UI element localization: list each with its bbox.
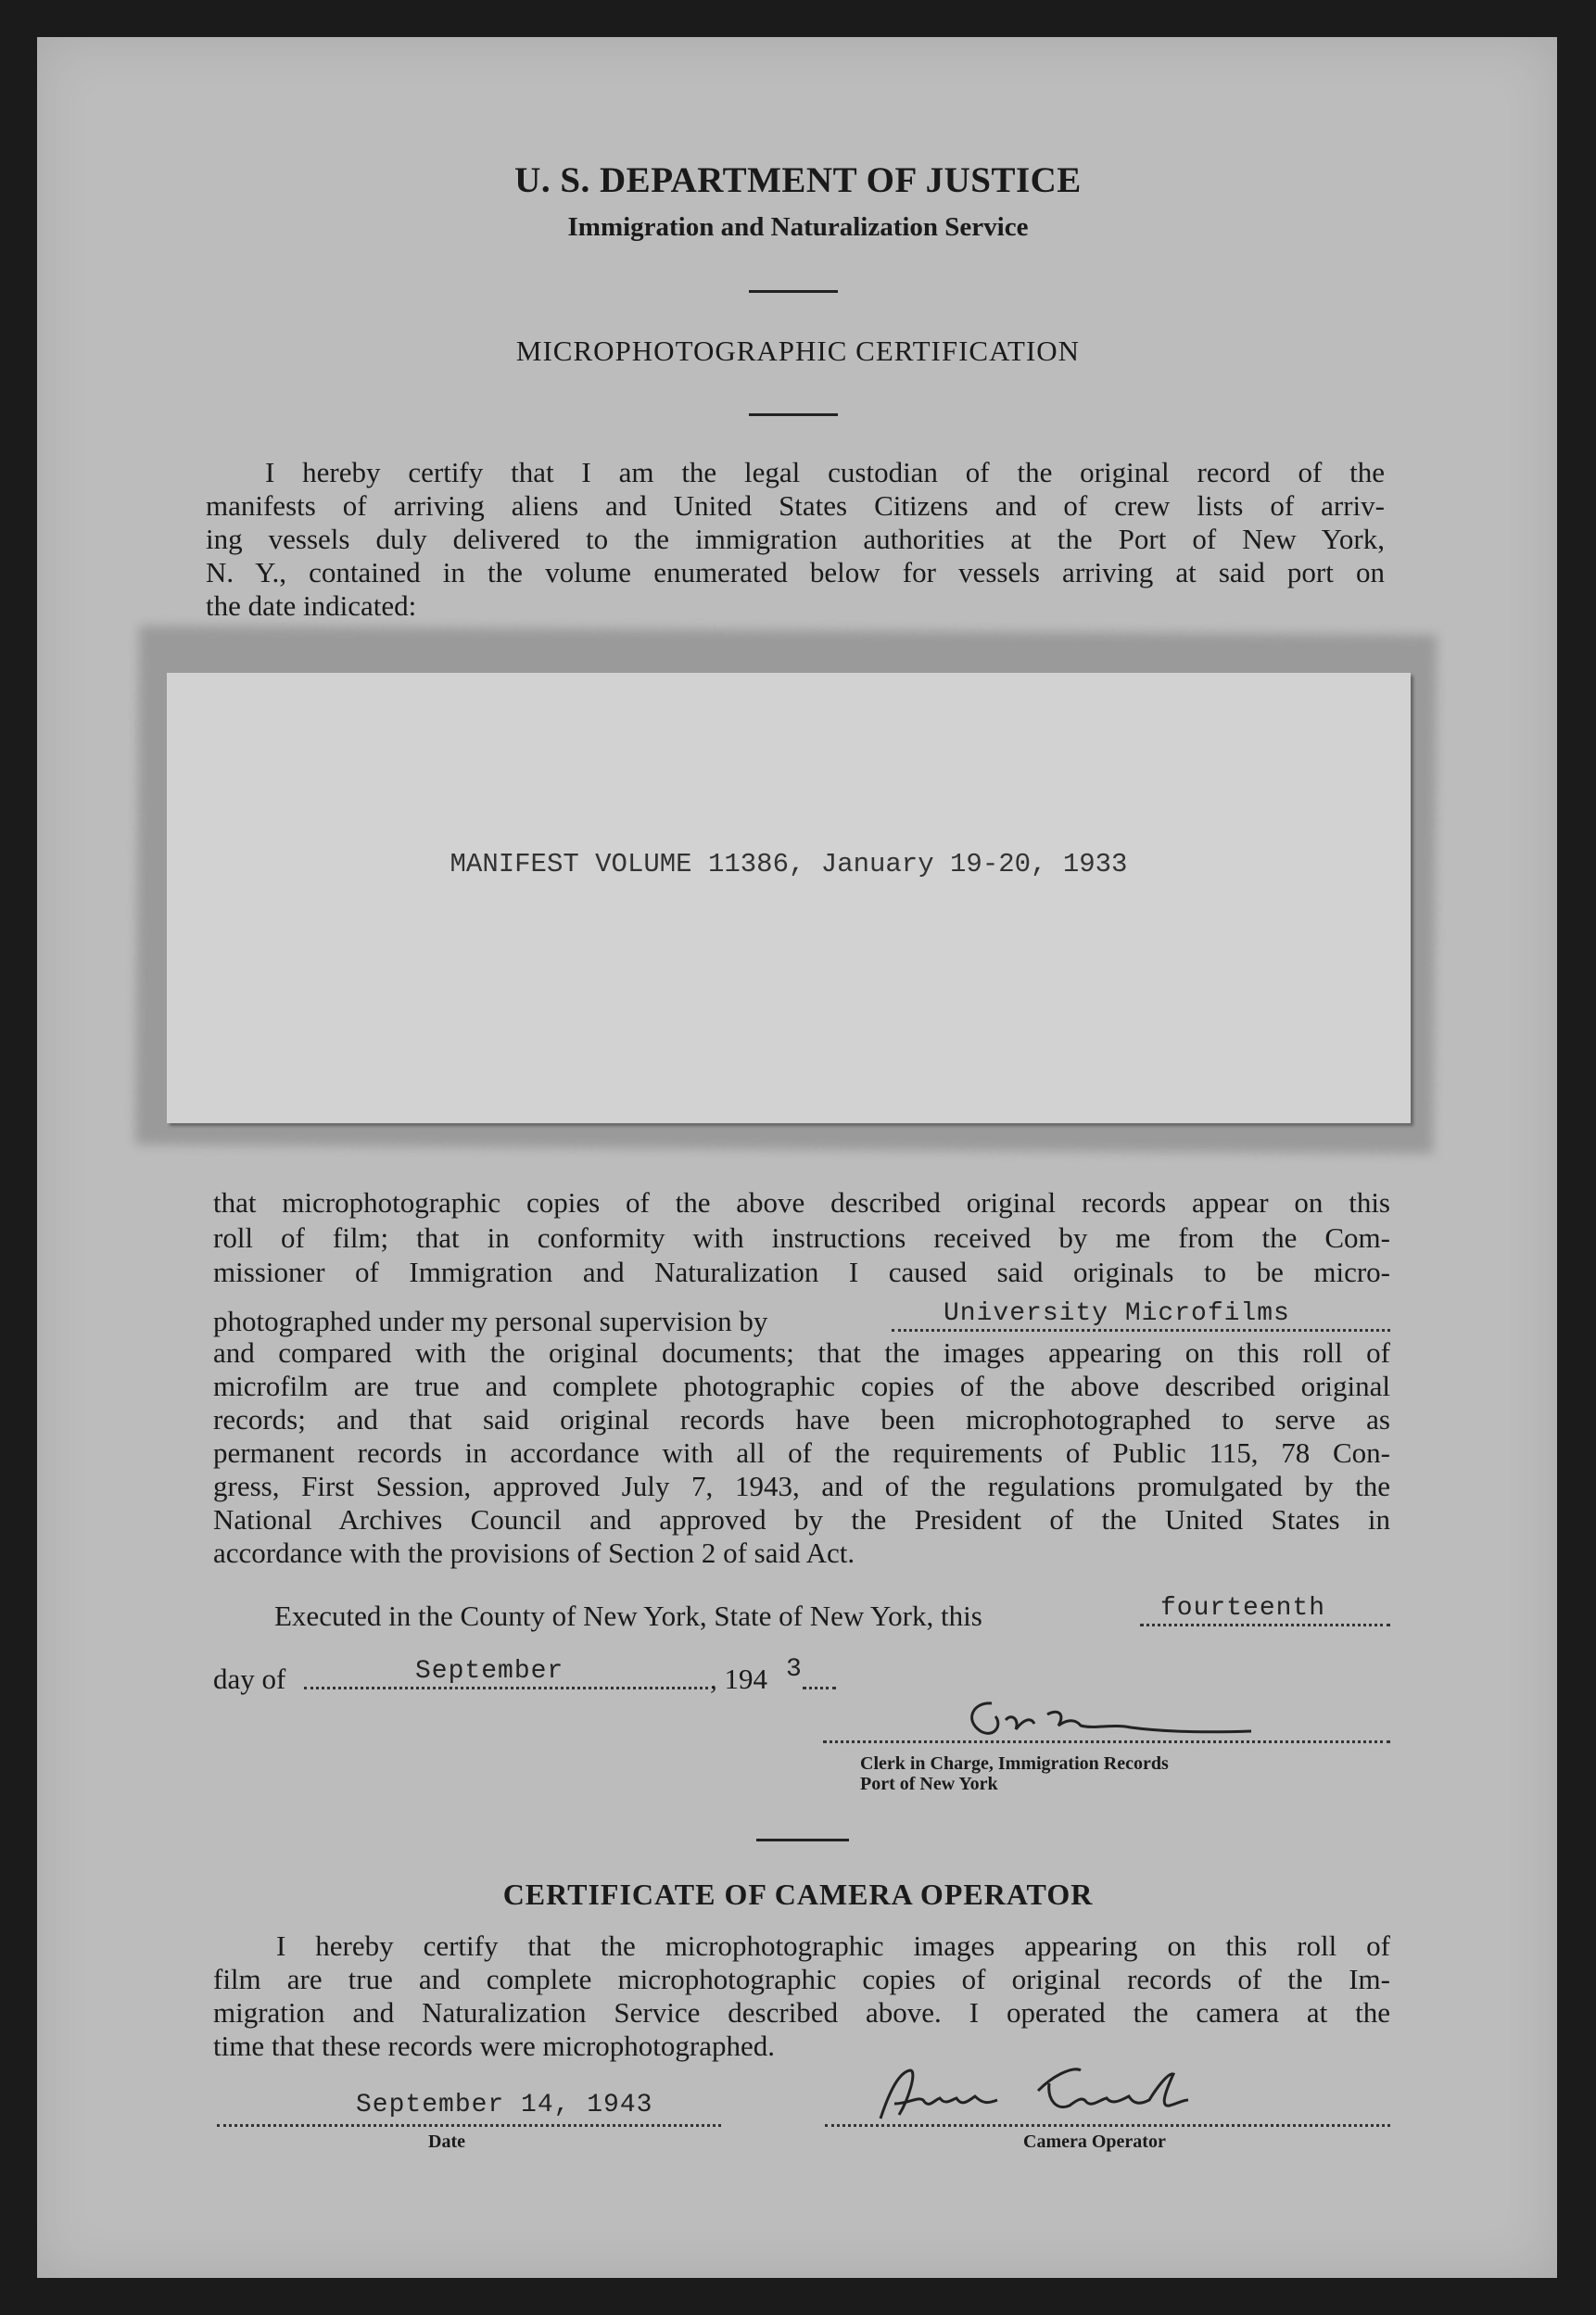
clerk-title: Clerk in Charge, Immigration Records xyxy=(860,1753,1169,1774)
intro-line: N. Y., contained in the volume enumerated below for vessels arriving at said port on xyxy=(206,556,1385,588)
year-fill-line xyxy=(803,1687,836,1689)
body-line: microfilm are true and complete photographic copies of the above described original xyxy=(213,1370,1390,1402)
section-divider xyxy=(756,1839,849,1841)
supervisor-name: University Microfilms xyxy=(944,1299,1290,1328)
date-fill-line xyxy=(217,2124,721,2127)
body-line: accordance with the provisions of Section 2 of said Act. xyxy=(213,1537,855,1569)
body-line: that microphotographic copies of the above described original records appear on this xyxy=(213,1186,1390,1219)
clerk-location: Port of New York xyxy=(860,1774,998,1794)
camera-line: film are true and complete microphotographic copies of original records of the Im- xyxy=(213,1963,1390,1995)
manifest-card xyxy=(167,673,1411,1123)
supervision-by-label: photographed under my personal supervision by xyxy=(213,1305,768,1337)
camera-line: I hereby certify that the microphotographic images appearing on this roll of xyxy=(276,1929,1390,1962)
supervisor-fill-line xyxy=(892,1329,1390,1332)
body-line: missioner of Immigration and Naturalization I caused said originals to be micro- xyxy=(213,1256,1390,1288)
intro-line: ing vessels duly delivered to the immigration authorities at the Port of New York, xyxy=(206,523,1385,555)
intro-line: the date indicated: xyxy=(206,589,417,622)
service-subheading: Immigration and Naturalization Service xyxy=(567,212,1029,242)
body-line: gress, First Session, approved July 7, 1943, and of the regulations promulgated by the xyxy=(213,1470,1390,1502)
year-prefix: , 194 xyxy=(710,1663,767,1695)
day-of-label: day of xyxy=(213,1663,286,1695)
body-line: roll of film; that in conformity with instructions received by me from the Com- xyxy=(213,1221,1390,1254)
operator-signature xyxy=(843,2063,1251,2128)
camera-date: September 14, 1943 xyxy=(356,2091,653,2119)
month-fill-line xyxy=(304,1687,708,1689)
camera-certificate-title: CERTIFICATE OF CAMERA OPERATOR xyxy=(502,1878,1094,1911)
certification-title: MICROPHOTOGRAPHIC CERTIFICATION xyxy=(515,335,1081,367)
camera-line: time that these records were microphotographed. xyxy=(213,2030,775,2062)
body-line: and compared with the original documents; that the images appearing on this roll of xyxy=(213,1336,1390,1369)
body-line: National Archives Council and approved by the President of the United States in xyxy=(213,1503,1390,1536)
operator-label: Camera Operator xyxy=(1023,2132,1166,2152)
camera-line: migration and Naturalization Service described above. I operated the camera at the xyxy=(213,1996,1390,2029)
department-heading: U. S. DEPARTMENT OF JUSTICE xyxy=(514,160,1082,200)
executed-label: Executed in the County of New York, State of New York, this xyxy=(274,1600,982,1632)
body-line: permanent records in accordance with all of the requirements of Public 115, 78 Con- xyxy=(213,1436,1390,1469)
intro-line: I hereby certify that I am the legal custodian of the original record of the xyxy=(265,456,1385,488)
clerk-signature xyxy=(955,1692,1307,1748)
title-divider xyxy=(749,413,838,416)
date-label: Date xyxy=(428,2132,465,2152)
body-line: records; and that said original records have been microphotographed to serve as xyxy=(213,1403,1390,1436)
intro-line: manifests of arriving aliens and United States Citizens and of crew lists of arriv- xyxy=(206,489,1385,522)
manifest-volume-text: MANIFEST VOLUME 11386, January 19-20, 1933 xyxy=(450,849,1128,879)
day-fill-line xyxy=(1140,1624,1390,1626)
executed-day: fourteenth xyxy=(1160,1594,1326,1623)
executed-month: September xyxy=(415,1657,564,1686)
year-digit: 3 xyxy=(786,1655,803,1684)
header-divider xyxy=(749,290,838,293)
